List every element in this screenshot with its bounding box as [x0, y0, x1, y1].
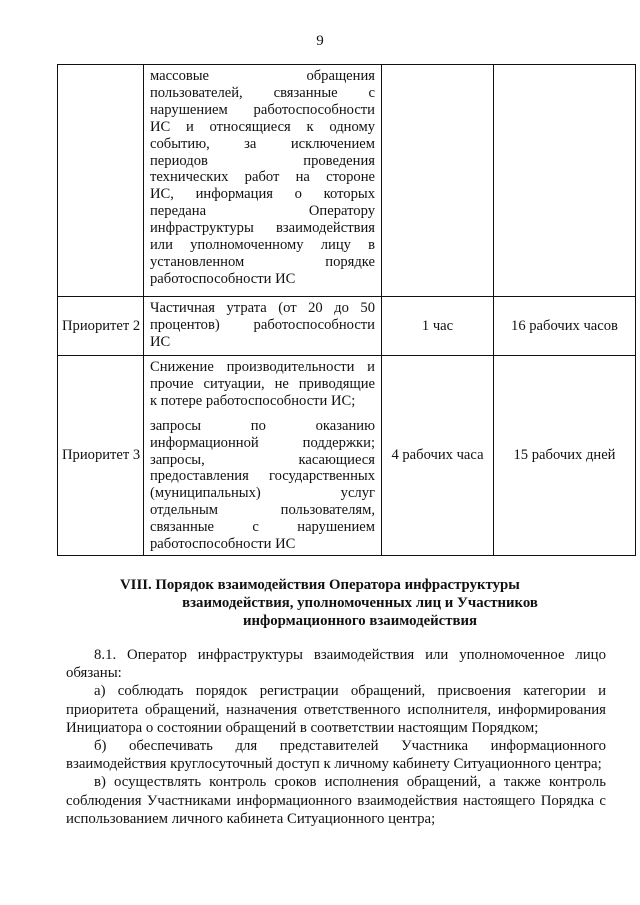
- table-row-priority-2: [58, 297, 636, 356]
- table-row-continuation: [58, 65, 636, 297]
- paragraph-c: в) осуществлять контроль сроков исполнения обращений, а также контроль соблюдения Участниками информационного взаимодействия настоящего Порядка с использованием личного кабинета Ситуационного центра;: [66, 774, 606, 827]
- description-cell: [144, 65, 382, 297]
- description-cell: [144, 356, 382, 556]
- description-line: ИС: [150, 333, 171, 350]
- description-line: или уполномоченному лицу в: [150, 237, 375, 254]
- description-line: пользователей, связанные с: [150, 84, 375, 101]
- description-line: событию, за исключением: [150, 135, 375, 152]
- description-line: к потере работоспособности ИС;: [150, 392, 356, 409]
- description-line: (муниципальных) услуг: [150, 485, 375, 502]
- description-line: предоставления государственных: [150, 468, 375, 485]
- reaction-time: 1 час: [382, 297, 494, 356]
- resolution-time: 15 рабочих дней: [494, 356, 636, 556]
- page-number: 9: [316, 33, 324, 49]
- priority-table: [57, 64, 636, 556]
- description-line: передана Оператору: [150, 203, 375, 220]
- description-line: отдельным пользователям,: [150, 502, 375, 519]
- body-text: [66, 646, 606, 828]
- resolution-cell-empty: [494, 65, 636, 297]
- description-line: периодов проведения: [150, 152, 375, 169]
- description-text: [144, 418, 381, 553]
- description-line: работоспособности ИС: [150, 536, 296, 553]
- description-line: работоспособности ИС: [150, 270, 296, 287]
- description-line: запросы по оказанию: [150, 417, 375, 434]
- priority-label: Приоритет 2: [58, 297, 144, 356]
- description-line: массовые обращения: [150, 68, 375, 84]
- description-line: нарушением работоспособности: [150, 101, 375, 118]
- description-line: связанные с нарушением: [150, 519, 375, 536]
- description-line: запросы, касающиеся: [150, 451, 375, 468]
- priority-cell-empty: [58, 65, 144, 297]
- description-line: установленном порядке: [150, 253, 375, 270]
- paragraph-b: б) обеспечивать для представителей Участника информационного взаимодействия круглосуточный доступ к личному кабинету Ситуационного центра;: [66, 738, 606, 773]
- description-text: [144, 65, 381, 288]
- paragraph-8-1: 8.1. Оператор инфраструктуры взаимодействия или уполномоченное лицо обязаны:: [66, 647, 606, 682]
- description-line: прочие ситуации, не приводящие: [150, 375, 375, 392]
- paragraph-a: а) соблюдать порядок регистрации обращений, присвоения категории и приоритета обращений, назначения ответственного исполнителя, информирования Инициатора о состоянии обращений в соответствии настоящим Порядком;: [66, 683, 606, 736]
- resolution-time: 16 рабочих часов: [494, 297, 636, 356]
- reaction-cell-empty: [382, 65, 494, 297]
- description-line: инфраструктуры взаимодействия: [150, 220, 375, 237]
- description-line: ИС и относящиеся к одному: [150, 118, 375, 135]
- description-line: процентов) работоспособности: [150, 316, 375, 333]
- reaction-time: 4 рабочих часа: [382, 356, 494, 556]
- description-text: [144, 297, 381, 351]
- description-text: [144, 356, 381, 410]
- priority-label: Приоритет 3: [58, 356, 144, 556]
- description-line: информационной поддержки;: [150, 434, 375, 451]
- description-line: Частичная утрата (от 20 до 50: [150, 300, 375, 316]
- description-line: технических работ на стороне: [150, 169, 375, 186]
- description-line: ИС, информация о которых: [150, 186, 375, 203]
- section-title: VIII. Порядок взаимодействия Оператора инфраструктуры взаимодействия, уполномоченных лиц и Участников информационного взаимодействия: [120, 577, 538, 629]
- description-cell: [144, 297, 382, 356]
- description-line: Снижение производительности и: [150, 359, 375, 375]
- table-row-priority-3: [58, 356, 636, 556]
